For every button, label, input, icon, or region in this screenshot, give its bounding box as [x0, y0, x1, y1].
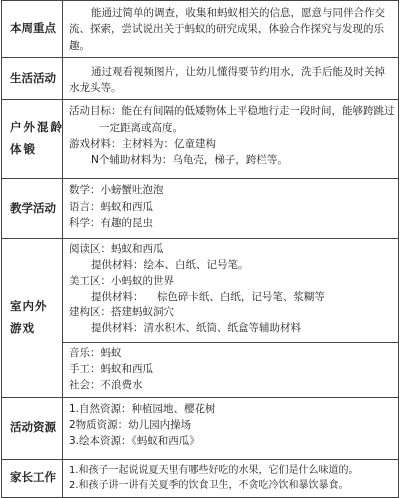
- resource-item: 3.绘本资源：《蚂蚁和西瓜》: [69, 435, 200, 448]
- row-label-weekly-focus: 本周重点: [2, 1, 63, 58]
- outdoor-content: [63, 100, 399, 179]
- weekly-focus-text: 能通过简单的调查，收集和蚂蚁相关的信息，愿意与同伴合作交流、探索，尝试说出关于蚂蚁的研究成果，体验合作探究与发现的乐趣。: [69, 7, 385, 52]
- build-area: 建构区：搭建蚂蚁洞穴: [69, 306, 174, 319]
- outdoor-goal-cont: 一定距离或高度。: [99, 121, 183, 134]
- teaching-content: [63, 179, 399, 239]
- row-resources: [2, 397, 399, 459]
- row-weekly-focus: [2, 1, 399, 58]
- family-content: [63, 459, 399, 497]
- music-activity: 音乐：蚂蚁: [69, 347, 122, 360]
- outdoor-material-main: 游戏材料：主材料为：亿童建构: [69, 137, 216, 150]
- life-content: [63, 57, 399, 100]
- family-item: 1.和孩子一起说说夏天里有哪些好吃的水果，它们是什么味道的。: [69, 464, 359, 476]
- teaching-item: 科学：有趣的昆虫: [69, 216, 153, 229]
- build-materials: 提供材料：清水积木、纸筒、纸盒等辅助材料: [91, 322, 301, 335]
- indoor-label-line1: 室内外: [10, 299, 48, 314]
- outdoor-label-line2: 体锻: [10, 142, 37, 157]
- resource-item: 1.自然资源：种植园地、樱花树: [69, 402, 216, 415]
- indoor-activities-content: [63, 343, 399, 397]
- row-teaching: [2, 179, 399, 239]
- teaching-item: 数学：小螃蟹吐泡泡: [69, 184, 164, 197]
- art-area: 美工区：小蚂蚁的世界: [69, 274, 174, 287]
- resource-item: 2物质资源：幼儿园内操场: [69, 418, 192, 431]
- row-label-family: 家长工作: [2, 459, 63, 497]
- row-label-resources: 活动资源: [2, 397, 63, 459]
- row-label-outdoor: [2, 100, 63, 179]
- art-materials: 提供材料： 棕色碎卡纸、白纸，记号笔、浆糊等: [91, 290, 325, 303]
- reading-area: 阅读区：蚂蚁和西瓜: [69, 243, 164, 256]
- row-label-indoor: [2, 239, 63, 397]
- outdoor-goal: 活动目标：能在有间隔的低矮物体上平稳地行走一段时间，能够跨跳过: [69, 105, 395, 118]
- society-activity: 社会：不浪费水: [69, 378, 143, 391]
- weekly-focus-content: [63, 1, 399, 58]
- row-label-teaching: 教学活动: [2, 179, 63, 239]
- craft-activity: 手工：蚂蚁和西瓜: [69, 363, 153, 376]
- row-label-life: 生活活动: [2, 57, 63, 100]
- outdoor-label-line1: 户外混龄: [10, 120, 64, 135]
- indoor-areas-content: [63, 239, 399, 343]
- outdoor-material-aux: N个辅助材料为：乌龟壳，梯子，跨栏等。: [91, 154, 288, 167]
- weekly-plan-table: [1, 0, 399, 498]
- row-life: [2, 57, 399, 100]
- resources-content: [63, 397, 399, 459]
- row-indoor-areas: [2, 239, 399, 343]
- reading-materials: 提供材料：绘本、白纸、记号笔。: [91, 259, 249, 272]
- family-item: 2.和孩子讲一讲有关夏季的饮食卫生，不贪吃冷饮和暴饮暴食。: [69, 480, 349, 492]
- row-family: [2, 459, 399, 497]
- indoor-label-line2: 游戏: [10, 320, 35, 335]
- row-outdoor: [2, 100, 399, 179]
- teaching-item: 语言：蚂蚁和西瓜: [69, 200, 153, 213]
- life-text: 通过观看视频图片，让幼儿懂得要节约用水，洗手后能及时关掉水龙头等。: [69, 65, 385, 95]
